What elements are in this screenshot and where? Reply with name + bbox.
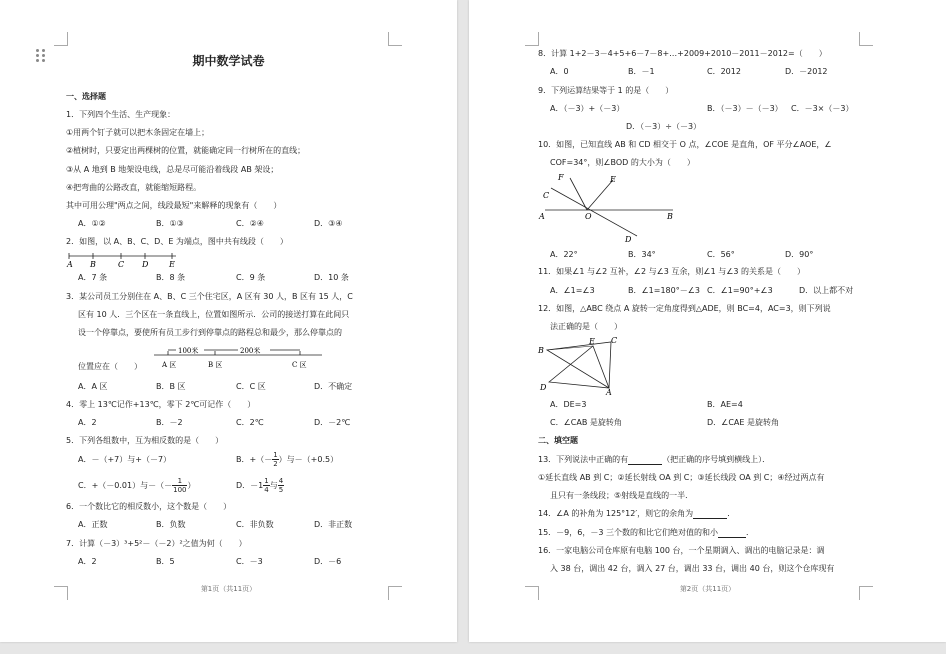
question-12-line: 12．如图，△ABC 绕点 A 旋转一定角度得到△ADE，则 BC=4，AC=3，则下列说 bbox=[538, 304, 831, 313]
option-text: 与 bbox=[269, 481, 278, 490]
option: D．不确定 bbox=[314, 382, 353, 391]
question-13-stem bbox=[538, 455, 770, 465]
fraction: $\frac{1}{4}$ bbox=[264, 477, 269, 494]
option bbox=[236, 476, 284, 496]
question-1-stem: 1．下列四个生活、生产现象： bbox=[66, 110, 176, 119]
option: B．5 bbox=[156, 557, 175, 566]
answer-blank[interactable] bbox=[693, 511, 727, 519]
point-label: B bbox=[667, 212, 673, 221]
option-text: C．+（－0.01）与－（－ bbox=[78, 481, 173, 490]
option: B．①③ bbox=[156, 219, 184, 228]
page-title: 期中数学试卷 bbox=[192, 54, 265, 68]
question-4-stem: 4．零上 13℃记作+13℃，零下 2℃可记作（ ） bbox=[66, 400, 256, 409]
point-label: D bbox=[142, 260, 149, 268]
page-footer: 第1页（共11页） bbox=[200, 585, 257, 593]
answer-blank[interactable] bbox=[628, 457, 662, 465]
question-3-ask: 位置应在（ ） bbox=[78, 362, 142, 371]
question-12-line: 法正确的是（ ） bbox=[550, 322, 622, 331]
corner-mark bbox=[388, 32, 402, 46]
point-label: A bbox=[606, 388, 612, 396]
question-3-line: 3．某公司员工分别住在 A、B、C 三个住宅区，A 区有 30 人，B 区有 15 人，C bbox=[66, 292, 353, 301]
option: A．（－3）+（－3） bbox=[550, 104, 625, 113]
option: A．2 bbox=[78, 557, 97, 566]
point-label: B bbox=[90, 260, 96, 268]
point-label: E bbox=[610, 175, 616, 184]
option: A．－（+7）与+（－7） bbox=[78, 455, 172, 464]
option: D．非正数 bbox=[314, 520, 353, 529]
question-text: 14．∠A 的补角为 125°12′，则它的余角为 bbox=[538, 509, 694, 518]
point-label: B bbox=[538, 346, 544, 355]
zone-figure bbox=[150, 342, 330, 372]
question-14-stem bbox=[538, 509, 735, 519]
answer-blank[interactable] bbox=[718, 530, 746, 538]
fraction: $\frac{1}{100}$ bbox=[173, 477, 187, 494]
question-8-stem: 8．计算 1+2－3－4+5+6－7－8+…+2009+2010－2011－2012=（ ） bbox=[538, 49, 827, 58]
point-label: C bbox=[611, 336, 618, 345]
option: C．②④ bbox=[236, 219, 264, 228]
question-1-ask: 其中可用公理"两点之间，线段最短"来解释的现象有（ ） bbox=[66, 201, 282, 210]
option: C．－3 bbox=[236, 557, 263, 566]
question-6-stem: 6．一个数比它的相反数小，这个数是（ ） bbox=[66, 502, 232, 511]
question-3-line: 设一个停靠点，要使所有员工步行到停靠点的路程总和最少，那么停靠点的 bbox=[78, 328, 342, 337]
distance-label: 100米 bbox=[178, 347, 199, 355]
document-page-2 bbox=[469, 0, 946, 642]
question-13-line: 且只有一条线段；⑤射线是直线的一半． bbox=[550, 491, 694, 500]
corner-mark bbox=[525, 32, 539, 46]
option-text: B．+（－ bbox=[236, 455, 273, 464]
question-7-stem: 7．计算（－3）³+5²－（－2）²之值为何（ ） bbox=[66, 539, 247, 548]
option: C．C 区 bbox=[236, 382, 266, 391]
option: B．34° bbox=[628, 250, 656, 259]
option bbox=[78, 476, 195, 496]
point-label: F bbox=[558, 173, 564, 182]
point-label: C bbox=[543, 191, 550, 200]
question-1-item: ④把弯曲的公路改直，就能缩短路程。 bbox=[66, 183, 202, 192]
question-9-stem: 9．下列运算结果等于 1 的是（ ） bbox=[538, 86, 674, 95]
option: B．B 区 bbox=[156, 382, 186, 391]
point-label: D bbox=[625, 235, 632, 244]
option: C．∠CAB 是旋转角 bbox=[550, 418, 622, 427]
option: C．9 条 bbox=[236, 273, 266, 282]
question-3-line: 区有 10 人．三个区在一条直线上，位置如图所示．公司的接送打算在此间只 bbox=[78, 310, 350, 319]
question-10-line: COF=34°，则∠BOD 的大小为（ ） bbox=[550, 158, 695, 167]
option: D．（－3）÷（－3） bbox=[626, 122, 702, 131]
question-text: 15．－9，6，－3 三个数的和比它们绝对值的和小 bbox=[538, 528, 718, 537]
option-text: ） bbox=[187, 481, 196, 490]
section-heading: 二、填空题 bbox=[538, 436, 578, 445]
option: B．8 条 bbox=[156, 273, 186, 282]
line-CD bbox=[551, 188, 637, 236]
segment-BE bbox=[547, 346, 593, 350]
option: B．（－3）－（－3） bbox=[707, 104, 783, 113]
option: D．∠CAE 是旋转角 bbox=[707, 418, 779, 427]
question-text: （把正确的序号填到横线上）． bbox=[662, 455, 771, 464]
option: A．∠1=∠3 bbox=[550, 286, 595, 295]
point-label: A bbox=[539, 212, 545, 221]
triangle-figure bbox=[537, 334, 627, 396]
question-16-line: 入 38 台，调出 42 台，调入 27 台，调出 33 台，调出 40 台，则这个仓库现有 bbox=[550, 564, 835, 573]
point-label: E bbox=[589, 337, 595, 346]
option: D．90° bbox=[785, 250, 814, 259]
triangle-ADE bbox=[549, 346, 609, 388]
zone-label: B 区 bbox=[208, 361, 223, 369]
option: B．负数 bbox=[156, 520, 186, 529]
option: A．22° bbox=[550, 250, 578, 259]
question-13-line: ①延长直线 AB 到 C；②延长射线 OA 到 C；③延长线段 OA 到 C；④经过两点有 bbox=[538, 473, 825, 482]
option-text: D．－1 bbox=[236, 481, 264, 490]
ray-OF bbox=[570, 178, 587, 210]
point-label: E bbox=[169, 260, 175, 268]
point-label: A bbox=[67, 260, 73, 268]
zone-label: A 区 bbox=[162, 361, 177, 369]
option: C．2012 bbox=[707, 67, 741, 76]
option: D．－6 bbox=[314, 557, 342, 566]
question-1-item: ②植树时，只要定出两棵树的位置，就能确定同一行树所在的直线； bbox=[66, 146, 306, 155]
question-1-item: ③从 A 地到 B 地架设电线，总是尽可能沿着线段 AB 架设； bbox=[66, 165, 279, 174]
ray-OE bbox=[587, 180, 613, 210]
question-5-stem: 5．下列各组数中，互为相反数的是（ ） bbox=[66, 436, 224, 445]
question-text: ． bbox=[746, 528, 754, 537]
option: D．10 条 bbox=[314, 273, 349, 282]
option: A．正数 bbox=[78, 520, 108, 529]
option: C．非负数 bbox=[236, 520, 274, 529]
option: A．A 区 bbox=[78, 382, 108, 391]
question-2-stem: 2．如图，以 A、B、C、D、E 为端点，图中共有线段（ ） bbox=[66, 237, 288, 246]
option: A．DE=3 bbox=[550, 400, 587, 409]
option: C．56° bbox=[707, 250, 735, 259]
option: D．以上都不对 bbox=[799, 286, 854, 295]
option: B．∠1=180°－∠3 bbox=[628, 286, 700, 295]
angle-figure bbox=[537, 172, 677, 244]
point-label: C bbox=[118, 260, 125, 268]
question-16-line: 16．一家电脑公司仓库原有电脑 100 台，一个星期调入、调出的电脑记录是：调 bbox=[538, 546, 825, 555]
option: C．－3×（－3） bbox=[791, 104, 854, 113]
distance-label: 200米 bbox=[240, 347, 261, 355]
option: B．AE=4 bbox=[707, 400, 743, 409]
segment-figure bbox=[64, 250, 184, 268]
question-text: 13．下列说法中正确的有 bbox=[538, 455, 629, 464]
fraction: $\frac{4}{5}$ bbox=[278, 477, 284, 494]
option: C．2℃ bbox=[236, 418, 264, 427]
option: D．③④ bbox=[314, 219, 343, 228]
option: A．2 bbox=[78, 418, 97, 427]
document-page-1 bbox=[0, 0, 457, 642]
question-11-stem: 11．如果∠1 与∠2 互补，∠2 与∠3 互余，则∠1 与∠3 的关系是（ ） bbox=[538, 267, 806, 276]
option-text: ）与－（+0.5） bbox=[278, 455, 339, 464]
section-heading: 一、选择题 bbox=[66, 92, 106, 101]
point-label: D bbox=[540, 383, 547, 392]
corner-mark bbox=[54, 32, 68, 46]
option: C．∠1=90°+∠3 bbox=[707, 286, 773, 295]
fraction: $\frac{1}{2}$ bbox=[273, 451, 278, 468]
point-label: O bbox=[585, 212, 592, 221]
option: B．－1 bbox=[628, 67, 655, 76]
question-10-line: 10．如图，已知直线 AB 和 CD 相交于 O 点，∠COE 是直角，OF 平分∠AOE，∠ bbox=[538, 140, 832, 149]
question-text: ． bbox=[727, 509, 736, 518]
option: D．－2012 bbox=[785, 67, 828, 76]
option: D．－2℃ bbox=[314, 418, 351, 427]
option: A．7 条 bbox=[78, 273, 108, 282]
zone-label: C 区 bbox=[292, 361, 307, 369]
question-1-item: ①用两个钉子就可以把木条固定在墙上； bbox=[66, 128, 210, 137]
option bbox=[236, 450, 338, 470]
question-15-stem bbox=[538, 528, 754, 538]
option: A．0 bbox=[550, 67, 569, 76]
option: B．－2 bbox=[156, 418, 183, 427]
page-footer: 第2页（共11页） bbox=[679, 585, 736, 593]
corner-mark bbox=[859, 32, 873, 46]
option: A．①② bbox=[78, 219, 106, 228]
